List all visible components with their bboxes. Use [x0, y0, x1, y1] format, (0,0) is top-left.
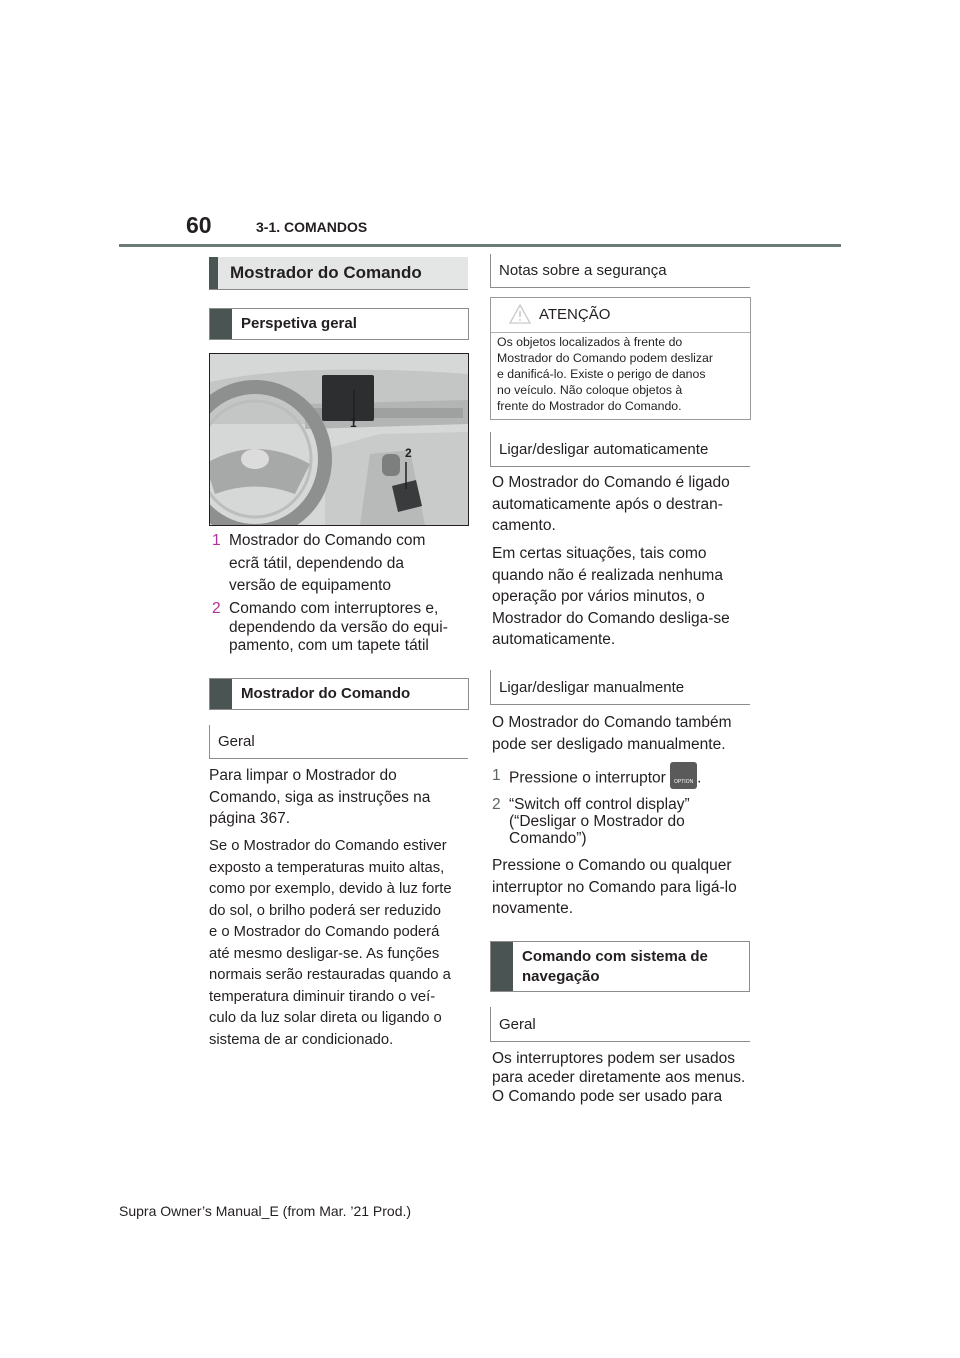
section-title: 3-1. COMANDOS — [256, 219, 368, 235]
callout-2: 2 — [405, 446, 412, 460]
warning-text: Os objetos localizados à frente do Mostrador do Comando podem deslizar e danificá-lo. Existe o perigo de danos no veículo. Não coloque objetos à frente do Mostrador do Comando. — [497, 335, 713, 413]
main-heading: Mostrador do Comando — [209, 257, 468, 290]
heading-safety-notes: Notas sobre a segurança — [490, 254, 750, 288]
paragraph-auto-on: O Mostrador do Comando é ligado automaticamente após o destran- camento. — [492, 474, 730, 534]
cockpit-drawing — [210, 354, 468, 525]
subheading-navigation: Comando com sistema de navegação — [490, 941, 750, 992]
header-rule — [119, 244, 841, 247]
heading-general-2: Geral — [490, 1007, 750, 1042]
heading-manual-on-off: Ligar/desligar manualmente — [490, 670, 750, 705]
subheading-overview: Perspetiva geral — [209, 308, 469, 340]
warning-triangle-icon — [509, 304, 531, 324]
warning-box — [490, 297, 751, 420]
legend-item-2: 2 Comando com interruptores e, dependendo da versão do equi- pamento, com um tapete tátil — [212, 600, 448, 654]
paragraph-temperature: Se o Mostrador do Comando estiver exposto a temperaturas muito altas, como por exemplo, devido à luz forte do sol, o brilho poderá ser reduzido e o Mostrador do Comando poderá até mesmo desligar-se. As funções normais serão restauradas quando a temperatura diminuir tirando o veí- culo da luz solar direta ou ligando o sistema de ar condicionado. — [209, 838, 452, 1048]
option-button-icon: OPTION — [670, 762, 697, 789]
footer-text: Supra Owner’s Manual_E (from Mar. ’21 Prod.) — [119, 1203, 412, 1219]
warning-title: ATENÇÃO — [539, 306, 611, 323]
heading-general: Geral — [209, 725, 468, 759]
callout-1: 1 — [350, 416, 357, 430]
paragraph-auto-off: Em certas situações, tais como quando não é realizada nenhuma operação por vários minutos, o Mostrador do Comando desliga-se automaticamente. — [492, 545, 730, 648]
step-2: 2 “Switch off control display” (“Desligar o Mostrador do Comando”) — [492, 796, 690, 847]
paragraph-turn-on-again: Pressione o Comando ou qualquer interruptor no Comando para ligá-lo novamente. — [492, 857, 737, 917]
paragraph-cleaning: Para limpar o Mostrador do Comando, siga as instruções na página 367. — [209, 767, 431, 827]
legend-item-1: 1 Mostrador do Comando com ecrã tátil, dependendo da versão de equipamento — [212, 532, 426, 594]
paragraph-manual: O Mostrador do Comando também pode ser desligado manualmente. — [492, 714, 732, 753]
step-1: 1 Pressione o interruptor OPTION . — [492, 765, 752, 789]
page-number: 60 — [186, 212, 212, 238]
subheading-command-display: Mostrador do Comando — [209, 678, 469, 710]
cockpit-illustration — [209, 353, 469, 526]
heading-auto-on-off: Ligar/desligar automaticamente — [490, 432, 750, 467]
paragraph-switches: Os interruptores podem ser usados para aceder diretamente aos menus. O Comando pode ser usado para — [492, 1050, 746, 1105]
